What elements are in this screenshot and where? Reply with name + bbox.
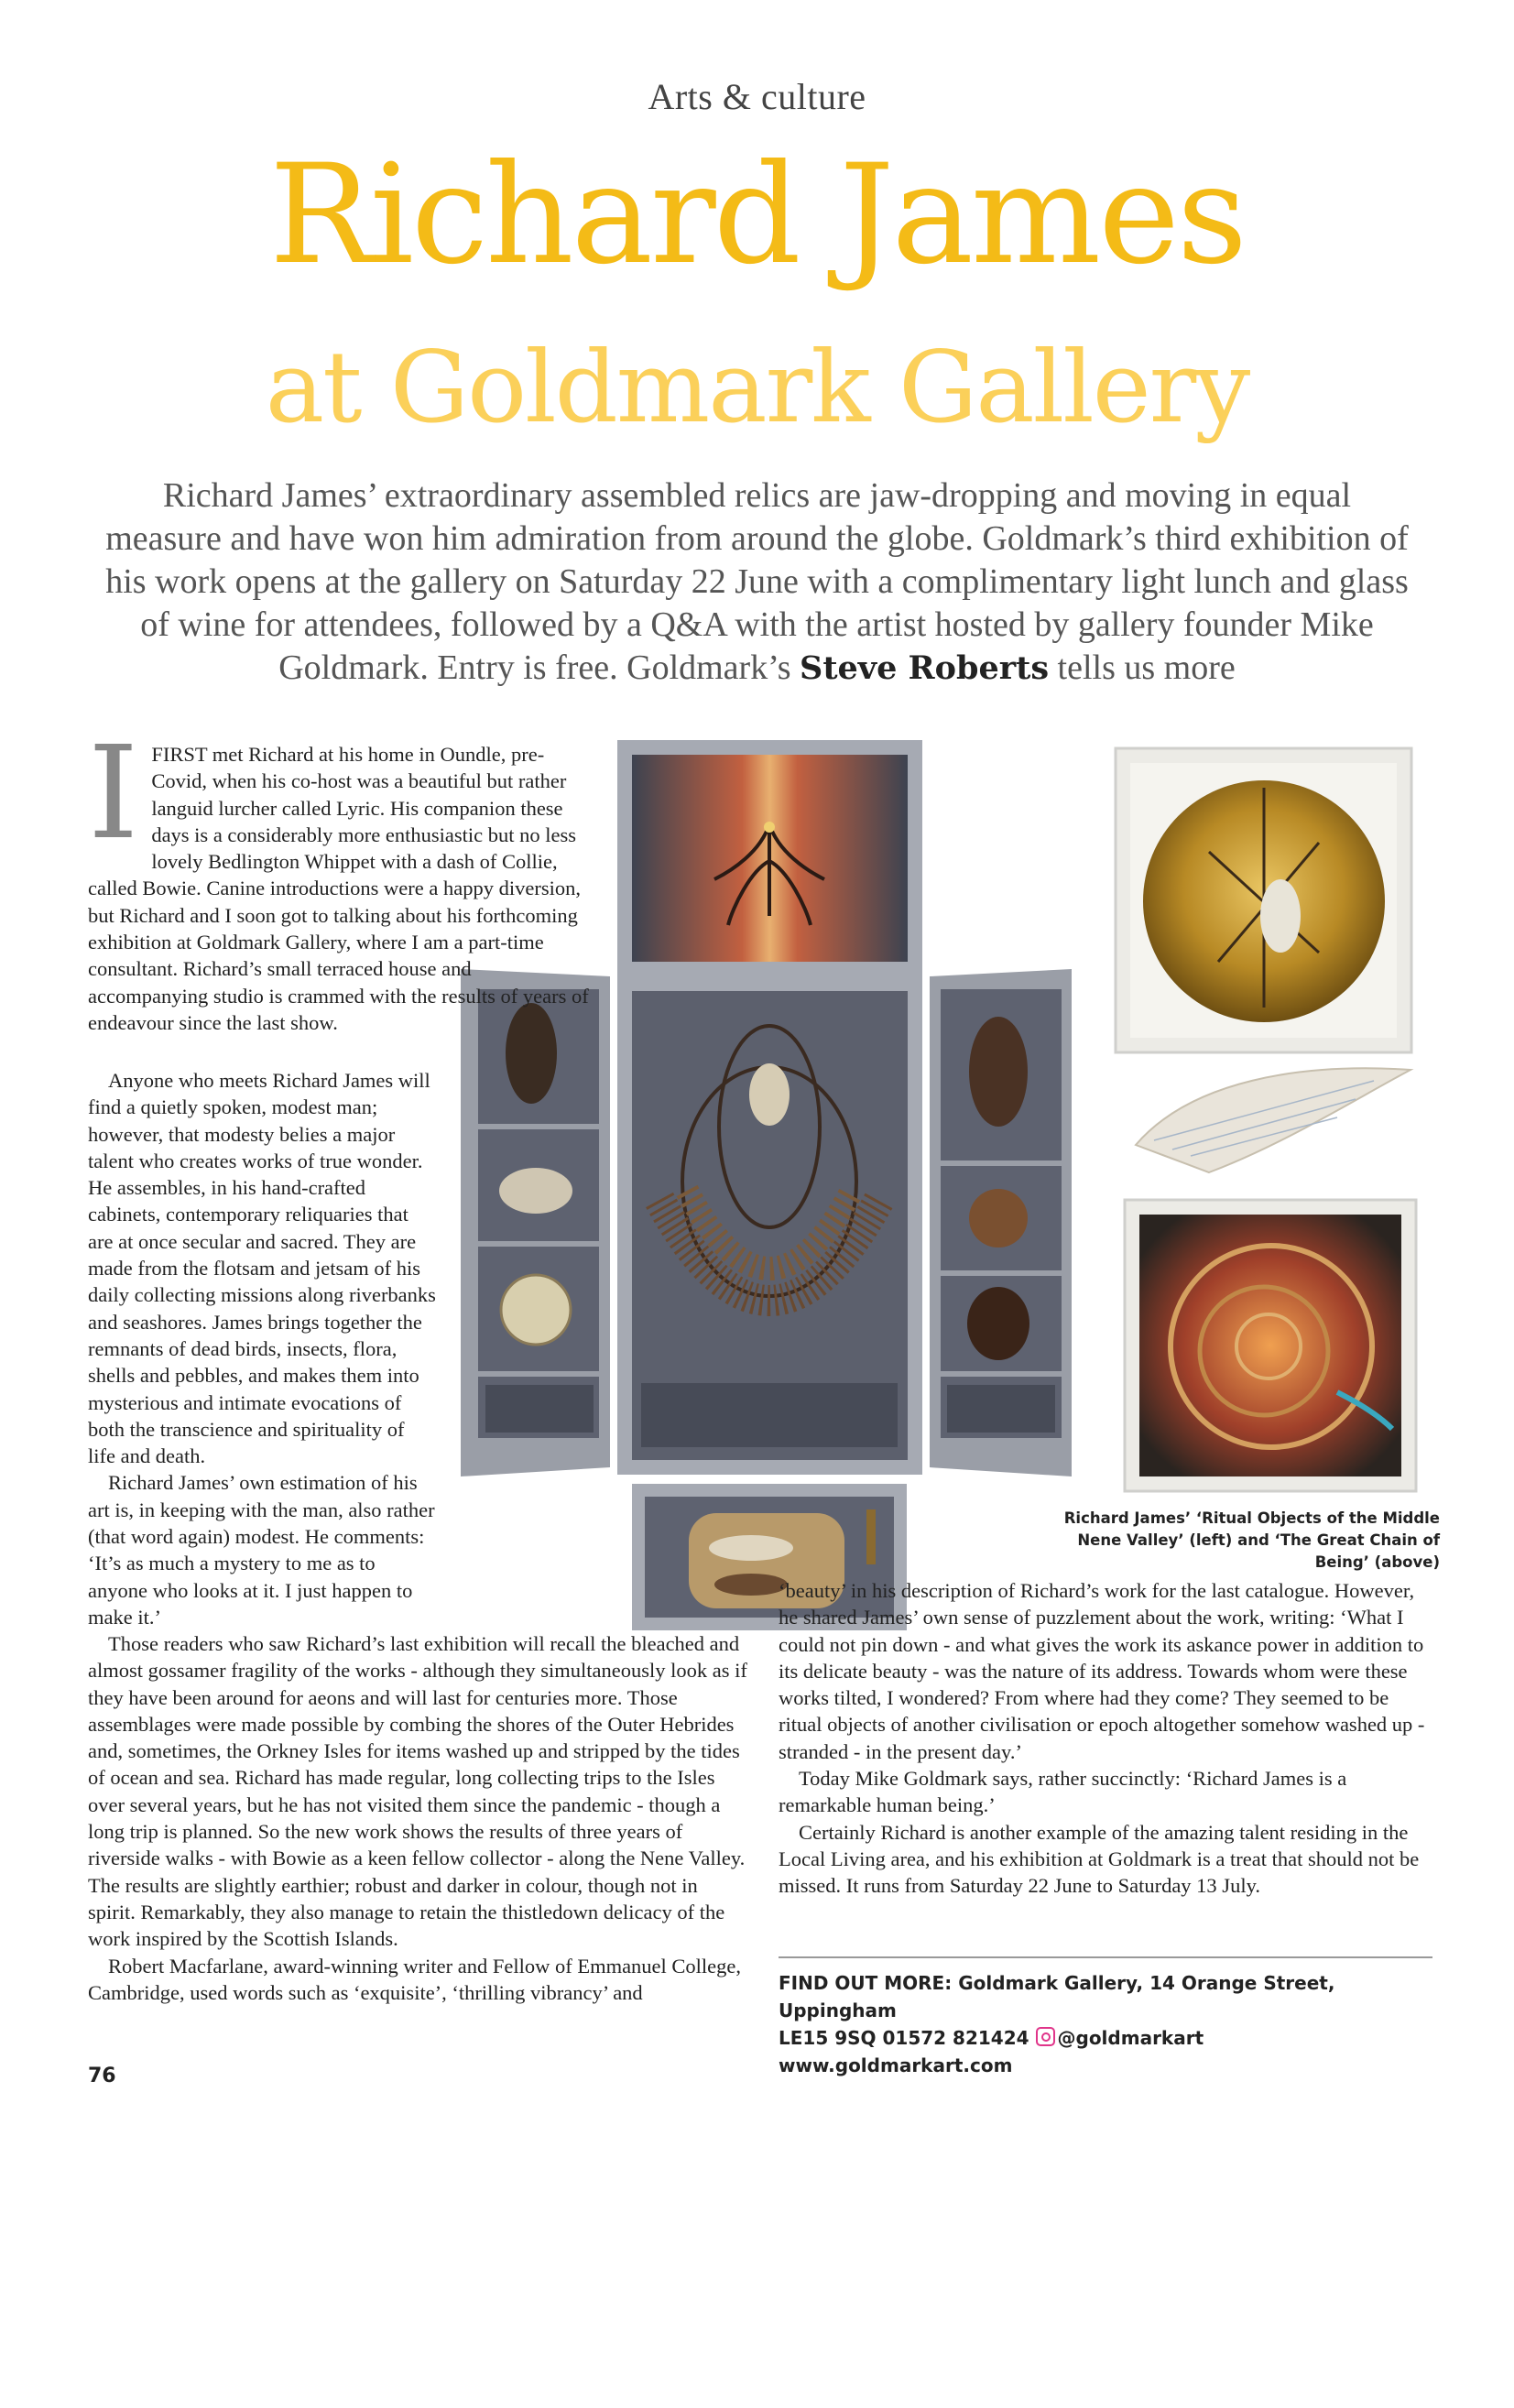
artwork-spiral (1125, 1200, 1416, 1491)
headline-subtitle: at Goldmark Gallery (265, 331, 1249, 445)
artwork-gold-disc (1116, 748, 1411, 1052)
paragraph-7: Today Mike Goldmark says, rather succinctly: ‘Richard James is a remarkable human being.’ (779, 1767, 1347, 1817)
instagram-icon (1036, 2027, 1055, 2046)
cabinet-right-door (930, 969, 1072, 1476)
page-number: 76 (88, 2065, 116, 2087)
paragraph-2: Anyone who meets Richard James will find a quietly spoken, modest man; however, that modesty belies a major talent who creates works of true wonder. He assembles, in his hand-crafted cabinets, contemporary reliquaries that are at once secular and sacred. They are made from the flotsam and jetsam of his daily collecting missions along riverbanks and seashores. James brings together the remnants of dead birds, insects, flora, shells and pebbles, and makes them into mysterious and intimate evocations of both the transcience and spirituality of life and death. (88, 1069, 436, 1468)
find-out-more (779, 1969, 1438, 2079)
cabinet-centre-panel (617, 976, 922, 1475)
paragraph-5: Robert Macfarlane, award-winning writer and Fellow of Emmanuel College, Cambridge, used words such as ‘exquisite’, ‘thrilling vibrancy’ and (88, 1954, 742, 2004)
paragraph-6: ‘beauty’ in his description of Richard’s work for the last catalogue. However, he shared James’ own sense of puzzlement about the work, writing: ‘What I could not pin down - and what gives the work its askance power in addition to its delicate beauty - was the nature of its address. Towards whom were these works tilted, I wondered? From where had they come? They seemed to be ritual objects of another civilisation or epoch altogether somehow washed up - stranded - in the present day.’ (779, 1579, 1425, 1763)
article-right-column (779, 1577, 1432, 1900)
find-out-label: FIND OUT MORE: (779, 1972, 953, 1994)
paragraph-3: Richard James’ own estimation of his art is, in keeping with the man, also rather (that word again) modest. He comments: ‘It’s as much a mystery to me as to anyone who looks at it. I just happen to make it.’ (88, 1471, 435, 1629)
article-narrow-block (88, 1067, 436, 1630)
paragraph-8: Certainly Richard is another example of the amazing talent residing in the Local Living area, and his exhibition at Goldmark is a treat that should not be missed. It runs from Saturday 22 June to Saturday 13 July. (779, 1820, 1420, 1898)
article-wide-block (88, 1630, 749, 2006)
byline-author: Steve Roberts (800, 649, 1050, 687)
artwork-shell (1136, 1068, 1411, 1172)
standfirst-tail: tells us more (1057, 648, 1236, 687)
article-intro-block (88, 719, 590, 1036)
cabinet-top-panel (617, 740, 922, 976)
divider (779, 1956, 1432, 1958)
photo-caption: Richard James’ ‘Ritual Objects of the Middle Nene Valley’ (left) and ‘The Great Chain of Being’ (above) (1063, 1509, 1440, 1571)
address-line-2: LE15 9SQ 01572 821424 (779, 2027, 1036, 2049)
standfirst-text: Richard James’ extraordinary assembled relics are jaw-dropping and moving in equal measure and have won him admiration from around the globe. Goldmark’s third exhibition of his work opens at the gallery on Saturday 22 June with a complimentary light lunch and glass of wine for attendees, followed by a Q&A with the artist hosted by gallery founder Mike Goldmark. Entry is free. Goldmark’s (105, 476, 1409, 687)
instagram-handle[interactable]: @goldmarkart (1057, 2027, 1204, 2049)
paragraph-4: Those readers who saw Richard’s last exhibition will recall the bleached and almost gossamer fragility of the works - although they simultaneously look as if they have been around for aeons and will last for centuries more. Those assemblages were made possible by combing the shores of the Outer Hebrides and, sometimes, the Orkney Isles for items washed up and stripped by the tides of ocean and sea. Richard has made regular, long collecting trips to the Isles over several years, but he has not visited them since the pandemic - though a long trip is planned. So the new work shows the results of three years of riverside walks - with Bowie as a keen fellow collector - along the Nene Valley. The results are slightly earthier; robust and darker in colour, though not in spirit. Remarkably, they also manage to retain the thistledown delicacy of the work inspired by the Scottish Islands. (88, 1632, 747, 1951)
address-line-1: Goldmark Gallery, 14 Orange Street, Uppingham (779, 1972, 1335, 2021)
paragraph-1: FIRST met Richard at his home in Oundle, pre-Covid, when his co-host was a beautiful but rather languid lurcher called Lyric. His companion these days is a considerably more enthusiastic but no less lovely Bedlington Whippet with a dash of Collie, called Bowie. Canine introductions were a happy diversion, but Richard and I soon got to talking about his forthcoming exhibition at Goldmark Gallery, where I am a part-time consultant. Richard’s small terraced house and accompanying studio is crammed with the results of years of endeavour since the last show. (88, 743, 589, 1034)
section-label: Arts & culture (648, 76, 866, 117)
drop-cap: I (88, 719, 139, 868)
headline: Richard James (269, 136, 1245, 295)
website-link[interactable]: www.goldmarkart.com (779, 2054, 1013, 2076)
